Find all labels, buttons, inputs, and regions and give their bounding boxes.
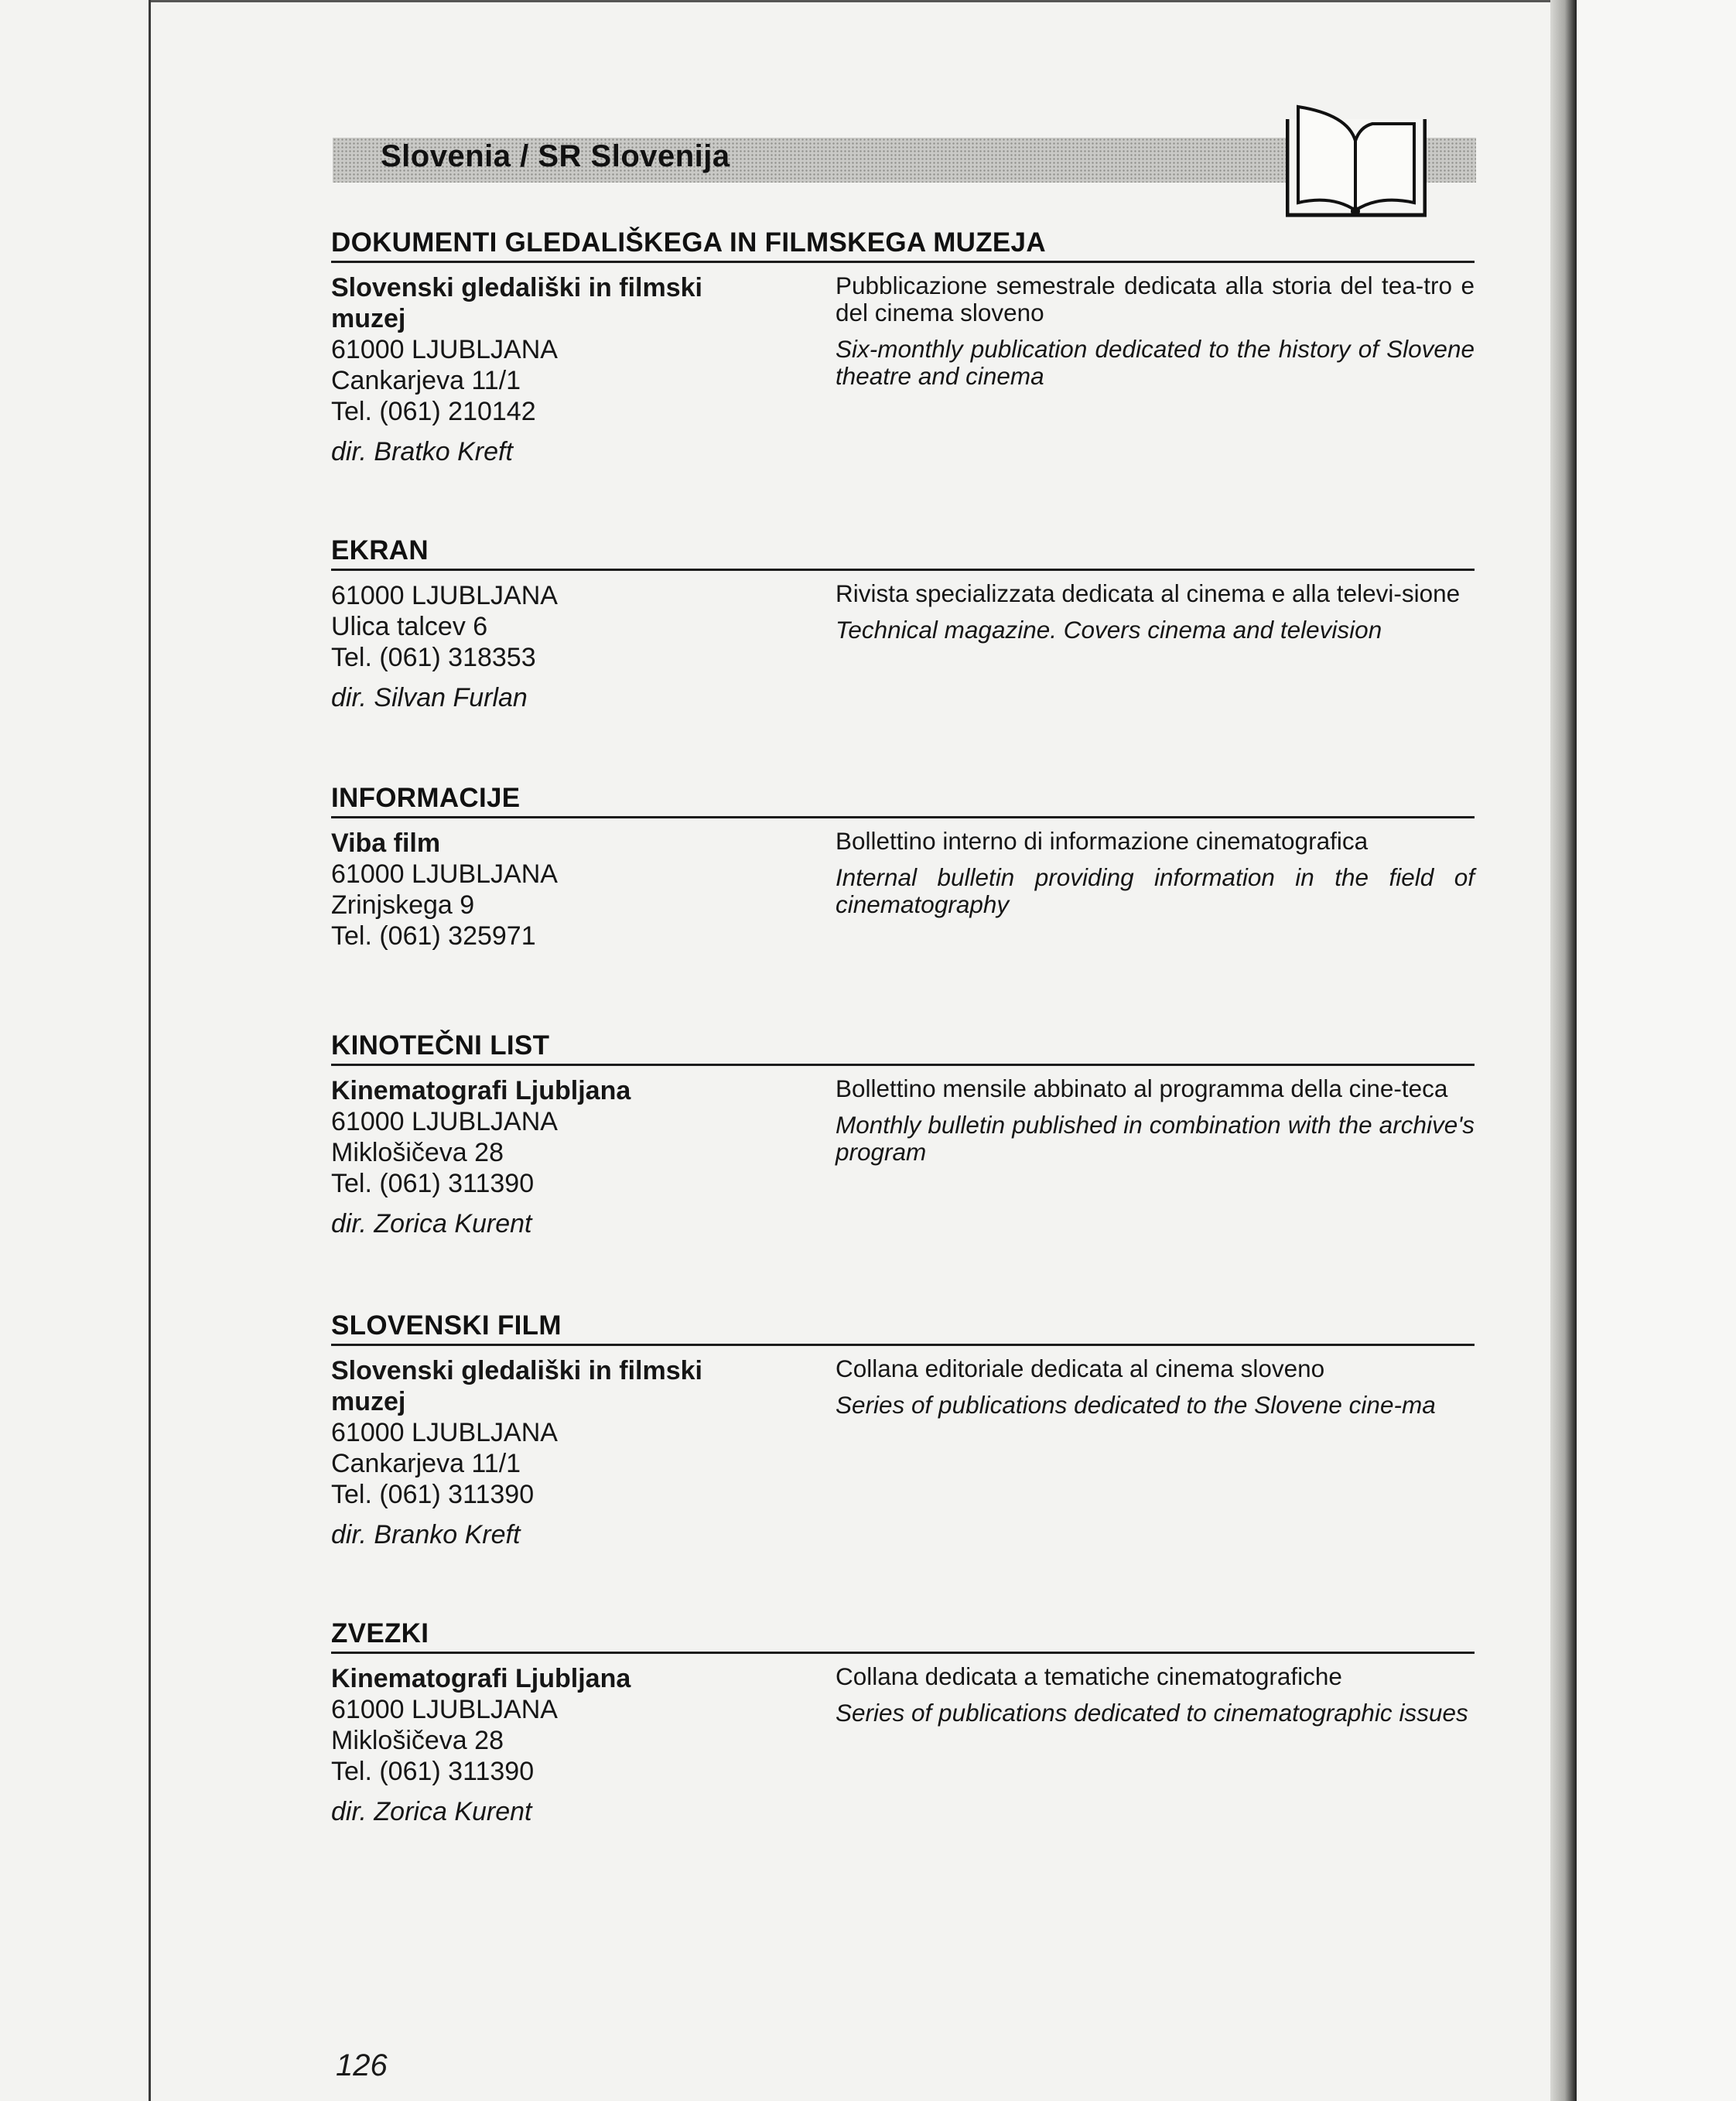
publisher-name: Slovenski gledališki in filmski: [331, 273, 702, 302]
description-italian: Rivista specializzata dedicata al cinema e alla televi-sione: [836, 579, 1461, 607]
publication-title: SLOVENSKI FILM: [331, 1310, 562, 1341]
entry-divider: [331, 1064, 1475, 1066]
publication-entry: [331, 1309, 1475, 1550]
address-line: Ulica talcev 6: [331, 612, 488, 641]
description-english: Series of publications dedicated to cinematographic issues: [836, 1699, 1468, 1727]
director-name: dir. Zorica Kurent: [331, 1797, 532, 1826]
address-line: 61000 LJUBLJANA: [331, 1695, 558, 1724]
phone-number: Tel. (061) 318353: [331, 643, 536, 672]
address-line: 61000 LJUBLJANA: [331, 859, 558, 889]
publisher-details: [331, 272, 764, 467]
description-italian: Collana editoriale dedicata al cinema sloveno: [836, 1355, 1325, 1382]
address-line: Miklošičeva 28: [331, 1726, 504, 1755]
director-name: dir. Branko Kreft: [331, 1520, 521, 1549]
outer-margin: [1577, 0, 1736, 2101]
page-number: 126: [336, 2048, 388, 2082]
publisher-name: Viba film: [331, 828, 441, 858]
phone-number: Tel. (061) 311390: [331, 1169, 535, 1198]
address-line: Zrinjskega 9: [331, 890, 475, 920]
phone-number: Tel. (061) 325971: [331, 921, 536, 951]
description-english: Technical magazine. Covers cinema and television: [836, 616, 1382, 644]
publication-entry: [331, 534, 1475, 713]
publication-description: [836, 1075, 1475, 1166]
phone-number: Tel. (061) 210142: [331, 397, 536, 426]
description-english: Six-monthly publication dedicated to the history of Slovene theatre and cinema: [836, 335, 1475, 390]
publisher-details: [331, 1663, 764, 1827]
entry-body: [331, 828, 1475, 951]
publisher-name: Slovenski gledališki in filmski: [331, 1356, 702, 1385]
publication-title: EKRAN: [331, 535, 429, 565]
publication-entry: [331, 781, 1475, 951]
address-line: Miklošičeva 28: [331, 1138, 504, 1167]
address-line: 61000 LJUBLJANA: [331, 335, 558, 364]
description-english: Internal bulletin providing information in the field of cinematography: [836, 863, 1475, 918]
entry-body: [331, 1075, 1475, 1239]
publisher-details: [331, 1075, 764, 1239]
director-name: dir. Zorica Kurent: [331, 1209, 532, 1238]
page-top-edge: [149, 0, 1568, 2]
publication-entry: [331, 226, 1475, 467]
entry-divider: [331, 569, 1475, 571]
publication-description: [836, 1663, 1475, 1727]
publication-description: [836, 580, 1475, 644]
entry-body: [331, 1663, 1475, 1827]
address-line: Cankarjeva 11/1: [331, 366, 521, 395]
publication-title: DOKUMENTI GLEDALIŠKEGA IN FILMSKEGA MUZEJA: [331, 227, 1046, 258]
phone-number: Tel. (061) 311390: [331, 1757, 535, 1786]
publication-description: [836, 828, 1475, 918]
description-italian: Bollettino interno di informazione cinematografica: [836, 827, 1369, 855]
description-english: Monthly bulletin published in combination with the archive's program: [836, 1111, 1475, 1166]
publication-title: ZVEZKI: [331, 1618, 429, 1648]
publication-entry: [331, 1029, 1475, 1239]
entry-divider: [331, 1344, 1475, 1346]
publisher-details: [331, 828, 764, 951]
publisher-details: [331, 580, 764, 713]
director-name: dir. Silvan Furlan: [331, 683, 528, 712]
publication-entry: [331, 1617, 1475, 1827]
address-line: 61000 LJUBLJANA: [331, 1418, 558, 1447]
publisher-name: muzej: [331, 1387, 406, 1416]
spine-shadow: [1550, 0, 1577, 2101]
publication-description: [836, 272, 1475, 390]
page-left-edge: [149, 0, 151, 2101]
description-italian: Pubblicazione semestrale dedicata alla storia del tea-tro e del cinema sloveno: [836, 272, 1475, 326]
page-title: Slovenia / SR Slovenija: [381, 139, 730, 173]
open-book-icon: [1286, 101, 1427, 218]
publisher-details: [331, 1355, 764, 1550]
publication-description: [836, 1355, 1475, 1419]
description-italian: Bollettino mensile abbinato al programma della cine-teca: [836, 1074, 1448, 1102]
publisher-name: Kinematografi Ljubljana: [331, 1076, 631, 1105]
publication-title: INFORMACIJE: [331, 783, 521, 813]
description-italian: Collana dedicata a tematiche cinematografiche: [836, 1662, 1342, 1690]
entry-divider: [331, 1652, 1475, 1654]
publication-title: KINOTEČNI LIST: [331, 1030, 550, 1061]
director-name: dir. Bratko Kreft: [331, 437, 513, 466]
publisher-name: Kinematografi Ljubljana: [331, 1664, 631, 1693]
entry-body: [331, 272, 1475, 467]
entry-body: [331, 580, 1475, 713]
address-line: 61000 LJUBLJANA: [331, 581, 558, 610]
entry-divider: [331, 261, 1475, 263]
description-english: Series of publications dedicated to the Slovene cine-ma: [836, 1391, 1436, 1419]
publisher-name: muzej: [331, 304, 406, 333]
entry-divider: [331, 816, 1475, 818]
phone-number: Tel. (061) 311390: [331, 1480, 535, 1509]
address-line: Cankarjeva 11/1: [331, 1449, 521, 1478]
entry-body: [331, 1355, 1475, 1550]
address-line: 61000 LJUBLJANA: [331, 1107, 558, 1136]
